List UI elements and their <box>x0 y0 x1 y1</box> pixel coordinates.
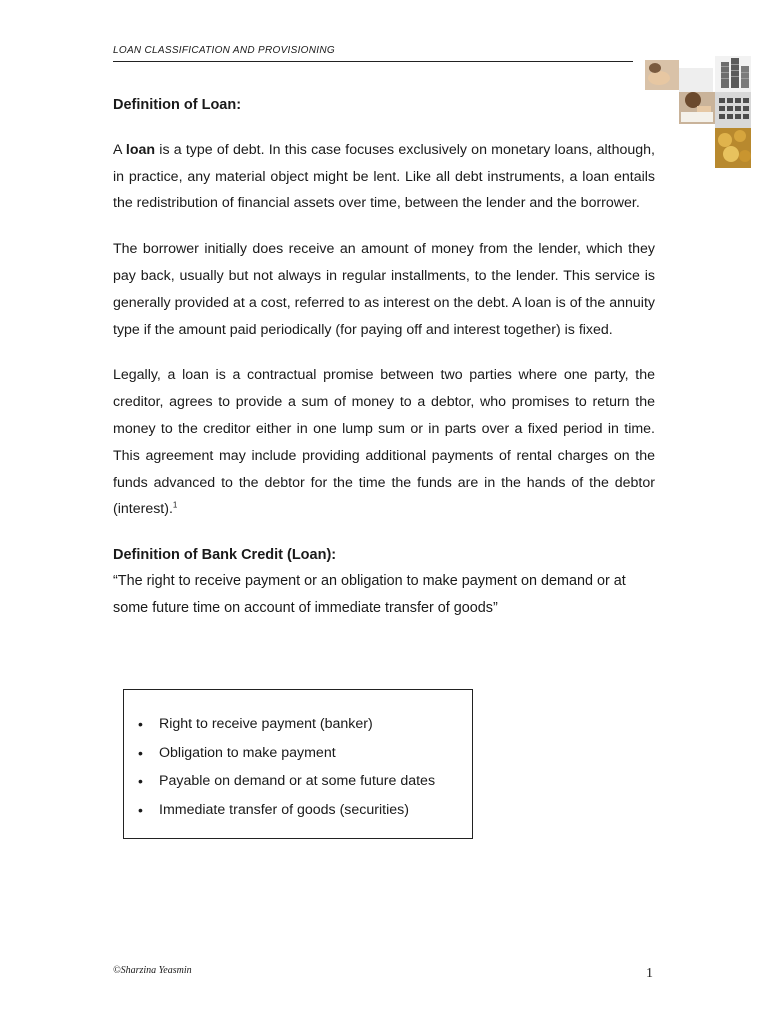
loan-term-bold: loan <box>125 141 156 158</box>
para3-text: Legally, a loan is a contractual promise between two parties where one party, the creditor, agrees to provide a sum of money to a debtor, who promises to return the money to the creditor either in one lump sum or in parts over a fixed period in time. This agreement may include providing additional payments of rental charges on the funds advanced to the debtor for the time the funds are in the hands of the debtor (interest). <box>113 367 655 518</box>
page-number: 1 <box>646 966 653 981</box>
bullet-icon: • <box>138 801 143 818</box>
finance-collage-image <box>645 56 751 170</box>
loan-definition-heading: Definition of Loan: <box>113 97 242 113</box>
footnote-reference: 1 <box>172 500 178 510</box>
bullet-text: Right to receive payment (banker) <box>159 716 373 732</box>
para1-text: is a type of debt. In this case focuses exclusively on monetary loans, although, in practice, any material object might be lent. Like all debt instruments, a loan entails the redistribution of financial assets over time, between the lender and the borrower. <box>113 141 655 212</box>
loan-definition-paragraph-1 <box>113 137 655 217</box>
bank-credit-quote: “The right to receive payment or an obligation to make payment on demand or at some future time on account of immediate transfer of goods” <box>113 573 626 616</box>
bullet-icon: • <box>138 716 143 732</box>
bullet-icon: • <box>138 744 143 761</box>
bullet-text: Obligation to make payment <box>159 744 336 761</box>
header-title: LOAN CLASSIFICATION AND PROVISIONING <box>113 45 335 56</box>
list-item <box>138 739 472 768</box>
bank-credit-bullet-box <box>123 689 473 839</box>
bullet-text: Immediate transfer of goods (securities) <box>159 801 409 818</box>
document-body <box>113 92 655 621</box>
header-image-collage <box>645 56 751 170</box>
bullet-list <box>124 690 472 824</box>
loan-definition-paragraph-3 <box>113 362 655 523</box>
para1-prefix: A <box>113 141 126 158</box>
footer-author: ©Sharzina Yeasmin <box>113 965 192 976</box>
list-item <box>138 796 472 825</box>
header-rule <box>113 61 633 62</box>
bullet-icon: • <box>138 773 143 790</box>
bullet-text: Payable on demand or at some future dates <box>159 773 436 790</box>
list-item <box>138 767 472 796</box>
list-item <box>138 710 472 739</box>
bank-credit-heading: Definition of Bank Credit (Loan): <box>113 547 337 564</box>
loan-definition-paragraph-2: The borrower initially does receive an amount of money from the lender, which they pay back, usually but not always in regular installments, to the lender. This service is generally provided at a cost, referred to as interest on the debt. A loan is of the annuity type if the amount paid periodically (for paying off and interest together) is fixed. <box>113 241 655 338</box>
